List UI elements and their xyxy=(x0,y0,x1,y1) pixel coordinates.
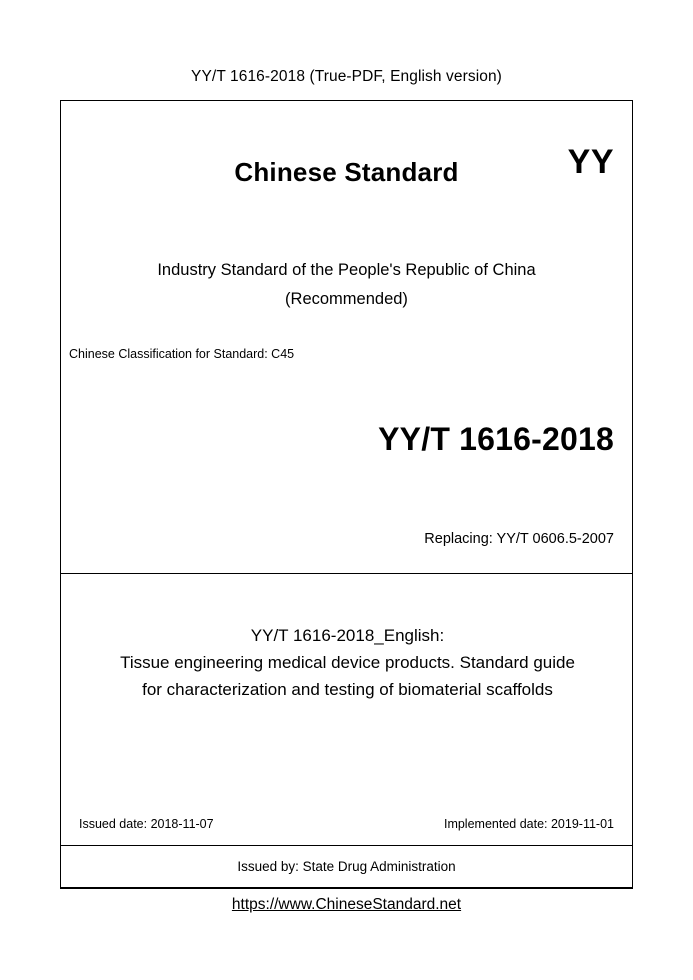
website-link[interactable]: https://www.ChineseStandard.net xyxy=(231,896,462,913)
page-title: YY/T 1616-2018 (True-PDF, English version) xyxy=(191,68,502,85)
implemented-date: Implemented date: 2019-11-01 xyxy=(443,817,614,831)
yy-logo: YY xyxy=(567,143,614,181)
cover-upper-block xyxy=(61,101,632,574)
english-title-line-2: Tissue engineering medical device products. Standard guide xyxy=(120,653,575,672)
issued-by: Issued by: State Drug Administration xyxy=(237,859,456,874)
cover-issued-block xyxy=(61,846,632,888)
english-title-line-1: YY/T 1616-2018_English: xyxy=(250,626,445,645)
cover-frame xyxy=(60,100,633,889)
standard-label: Chinese Standard xyxy=(234,157,459,187)
issued-date: Issued date: 2018-11-07 xyxy=(79,817,214,831)
english-title xyxy=(67,622,628,703)
replacing-standard: Replacing: YY/T 0606.5-2007 xyxy=(424,531,614,547)
industry-standard-lines xyxy=(61,256,632,314)
dates-row xyxy=(61,817,632,831)
classification-code: Chinese Classification for Standard: C45 xyxy=(69,347,295,361)
cover-middle-block xyxy=(61,574,632,846)
industry-standard-line-2: (Recommended) xyxy=(285,290,408,308)
industry-standard-line-1: Industry Standard of the People's Republic of China xyxy=(157,261,536,279)
standard-number: YY/T 1616-2018 xyxy=(378,421,614,457)
english-title-line-3: for characterization and testing of biomaterial scaffolds xyxy=(142,680,553,699)
